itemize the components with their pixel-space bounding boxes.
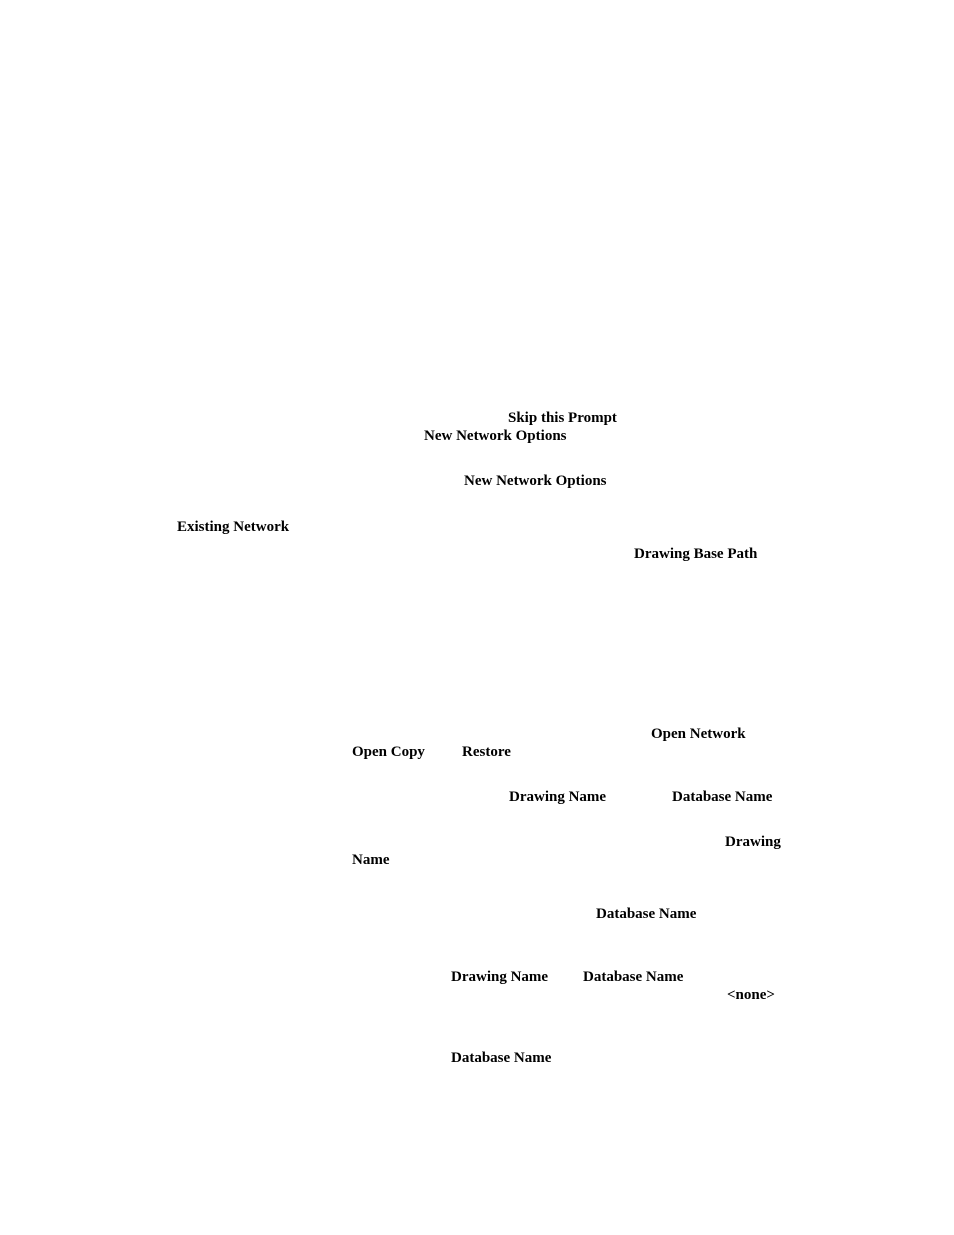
database-name-text: Database Name <box>451 1050 552 1066</box>
drawing-name-text: Drawing Name <box>509 789 607 805</box>
drawing-name-text: Drawing Name <box>451 969 549 985</box>
existing-network-heading: Existing Network <box>177 519 290 535</box>
none-option-text: <none> <box>727 987 775 1003</box>
new-network-options-text: New Network Options <box>424 428 567 444</box>
drawing-wrapped-text: Drawing <box>725 834 781 850</box>
skip-this-prompt-text: Skip this Prompt <box>508 410 617 426</box>
name-wrapped-text: Name <box>352 852 390 868</box>
drawing-base-path-text: Drawing Base Path <box>634 546 758 562</box>
open-copy-text: Open Copy <box>352 744 425 760</box>
database-name-text: Database Name <box>672 789 773 805</box>
restore-text: Restore <box>462 744 511 760</box>
open-network-text: Open Network <box>651 726 746 742</box>
database-name-text: Database Name <box>583 969 684 985</box>
new-network-options-heading: New Network Options <box>464 473 607 489</box>
database-name-text: Database Name <box>596 906 697 922</box>
